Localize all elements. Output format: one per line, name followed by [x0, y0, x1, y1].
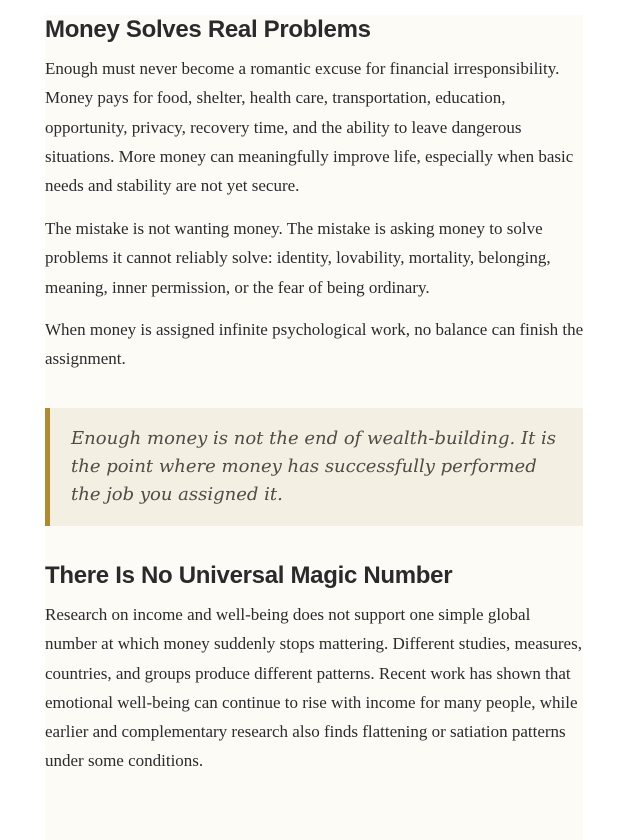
pull-quote	[45, 408, 583, 526]
section-heading: There Is No Universal Magic Number	[45, 562, 453, 589]
article-body	[45, 15, 583, 840]
paragraph: Enough must never become a romantic excuse for financial irresponsibility. Money pays for food, shelter, health care, transportation, education, opportunity, privacy, recovery time, and the ability to leave dangerous situations. More money can meaningfully improve life, especially when basic needs and stability are not yet secure.	[45, 59, 574, 196]
paragraph: Research on income and well-being does not support one simple global number at which money suddenly stops mattering. Different studies, measures, countries, and groups produce different patterns. Recent work has shown that emotional well-being can continue to rise with income for many people, while earlier and complementary research also finds flattening or satiation patterns under some conditions.	[45, 605, 582, 771]
paragraph: The mistake is not wanting money. The mistake is asking money to solve problems it cannot reliably solve: identity, lovability, mortality, belonging, meaning, inner permission, or the fear of being ordinary.	[45, 219, 551, 297]
paragraph: When money is assigned infinite psychological work, no balance can finish the assignment.	[45, 320, 584, 369]
section-heading: Money Solves Real Problems	[45, 16, 371, 43]
pull-quote-text: Enough money is not the end of wealth-building. It is the point where money has successfully performed the job you assigned it.	[71, 428, 557, 505]
